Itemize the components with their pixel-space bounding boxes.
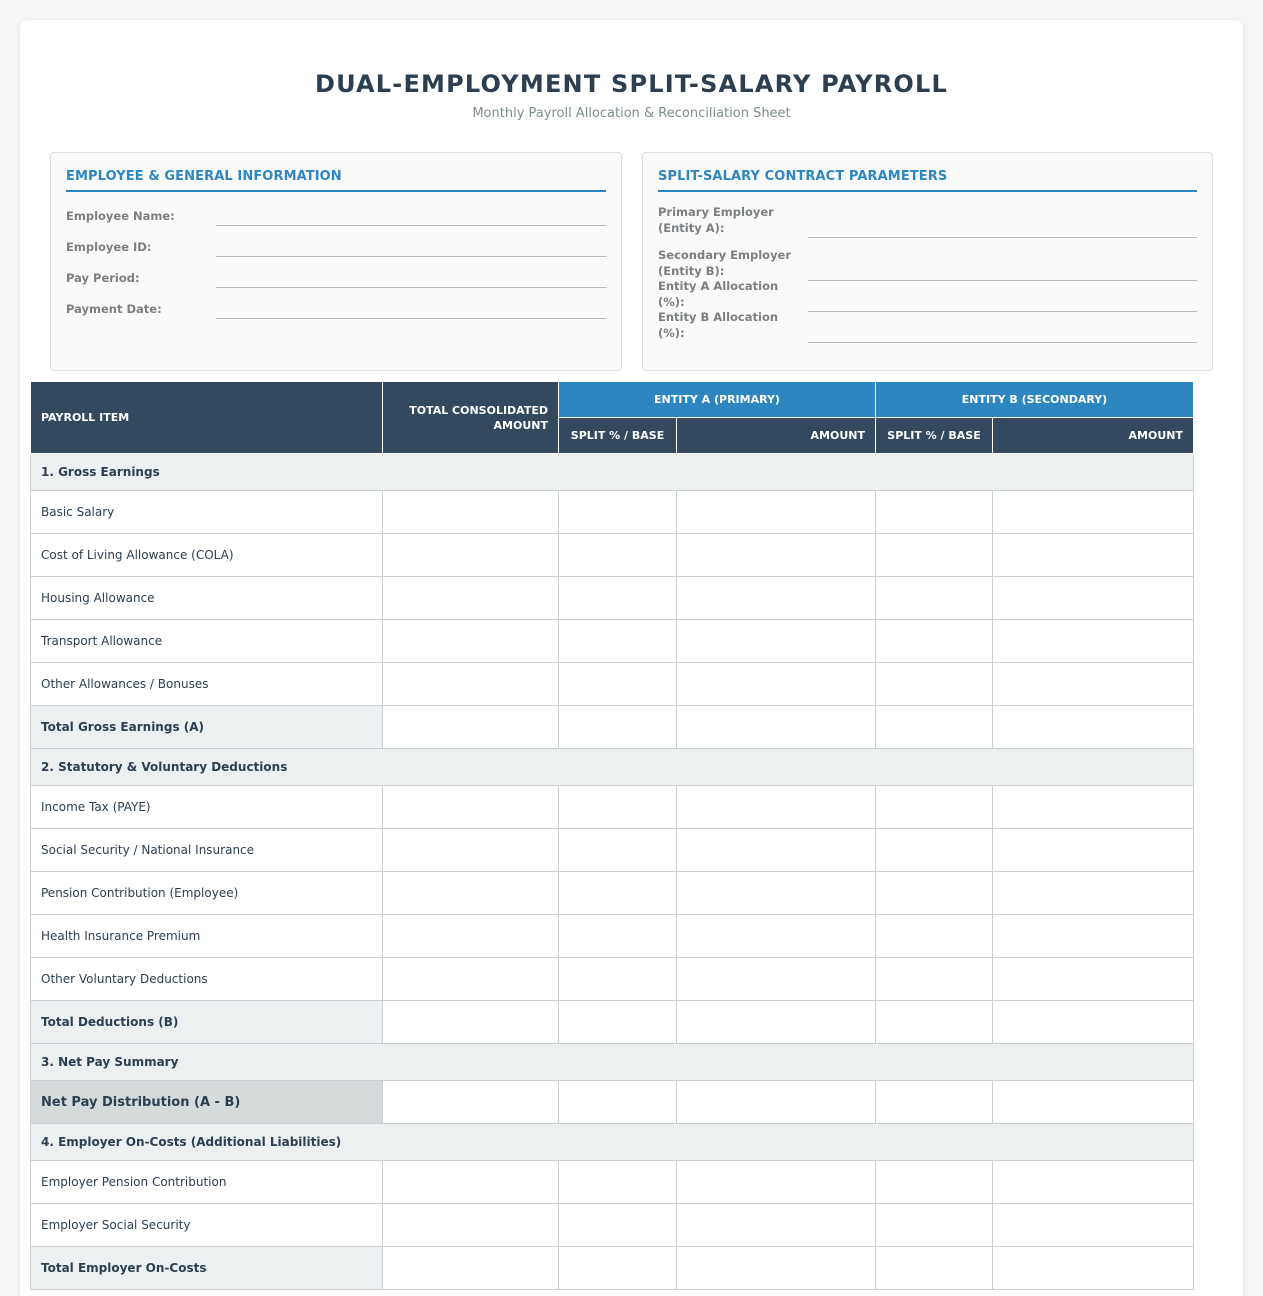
row-label: Employer Social Security: [31, 1204, 383, 1247]
header-entity-a-split: SPLIT % / BASE: [559, 418, 677, 454]
entity-a-amount-cell[interactable]: [677, 577, 876, 620]
entity-a-split-cell[interactable]: [559, 620, 677, 663]
payroll-table: [30, 381, 1194, 1290]
row-label: Basic Salary: [31, 491, 383, 534]
section-title: 1. Gross Earnings: [31, 454, 1194, 491]
employee-id-label: Employee ID:: [66, 240, 152, 254]
entity-b-split-cell[interactable]: [876, 534, 993, 577]
table-row: [31, 1204, 1194, 1247]
entity-b-amount-cell[interactable]: [993, 1081, 1194, 1124]
employee-panel-title: EMPLOYEE & GENERAL INFORMATION: [66, 169, 606, 192]
header-entity-a-amount: AMOUNT: [677, 418, 876, 454]
entity-a-amount-cell[interactable]: [677, 872, 876, 915]
employee-id-field: [66, 235, 606, 255]
entity-a-amount-cell[interactable]: [677, 1081, 876, 1124]
net-pay-label: Net Pay Distribution (A - B): [31, 1081, 383, 1124]
table-row: [31, 915, 1194, 958]
total-amount-cell[interactable]: [383, 872, 559, 915]
secondary-employer-input[interactable]: [808, 261, 1197, 281]
section-row: [31, 749, 1194, 786]
entity-a-split-cell[interactable]: [559, 1001, 677, 1044]
entity-a-amount-cell[interactable]: [677, 915, 876, 958]
total-amount-cell[interactable]: [383, 577, 559, 620]
entity-a-split-cell[interactable]: [559, 786, 677, 829]
entity-a-amount-cell[interactable]: [677, 1204, 876, 1247]
entity-b-amount-cell[interactable]: [993, 1247, 1194, 1290]
total-amount-cell[interactable]: [383, 958, 559, 1001]
entity-a-amount-cell[interactable]: [677, 1247, 876, 1290]
entity-b-amount-cell[interactable]: [993, 829, 1194, 872]
total-amount-cell[interactable]: [383, 534, 559, 577]
total-row: [31, 1001, 1194, 1044]
total-label: Total Employer On-Costs: [31, 1247, 383, 1290]
entity-b-amount-cell[interactable]: [993, 620, 1194, 663]
entity-b-split-cell[interactable]: [876, 491, 993, 534]
entity-b-amount-cell[interactable]: [993, 663, 1194, 706]
entity-a-split-cell[interactable]: [559, 577, 677, 620]
total-amount-cell[interactable]: [383, 491, 559, 534]
employee-name-label: Employee Name:: [66, 209, 175, 223]
entity-b-split-cell[interactable]: [876, 1247, 993, 1290]
row-label: Health Insurance Premium: [31, 915, 383, 958]
entity-b-split-cell[interactable]: [876, 663, 993, 706]
header-entity-b: ENTITY B (SECONDARY): [876, 382, 1194, 418]
table-row: [31, 1161, 1194, 1204]
table-row: [31, 958, 1194, 1001]
entity-b-split-cell[interactable]: [876, 1081, 993, 1124]
entity-b-amount-cell[interactable]: [993, 958, 1194, 1001]
table-row: [31, 620, 1194, 663]
entity-b-amount-cell[interactable]: [993, 1204, 1194, 1247]
row-label: Other Voluntary Deductions: [31, 958, 383, 1001]
contract-params-panel: [642, 152, 1213, 371]
entity-a-split-cell[interactable]: [559, 1161, 677, 1204]
payment-date-field: [66, 297, 606, 317]
employee-name-field: [66, 204, 606, 224]
table-row: [31, 663, 1194, 706]
payroll-table-body: [31, 454, 1194, 1290]
entity-b-split-cell[interactable]: [876, 1204, 993, 1247]
entity-a-amount-cell[interactable]: [677, 786, 876, 829]
page-subtitle: Monthly Payroll Allocation & Reconciliation Sheet: [472, 106, 791, 121]
entity-a-split-cell[interactable]: [559, 958, 677, 1001]
contract-panel-title: SPLIT-SALARY CONTRACT PARAMETERS: [658, 169, 1197, 192]
entity-b-amount-cell[interactable]: [993, 577, 1194, 620]
entity-a-split-cell[interactable]: [559, 1247, 677, 1290]
entity-b-split-cell[interactable]: [876, 958, 993, 1001]
total-amount-cell[interactable]: [383, 1081, 559, 1124]
section-title: 3. Net Pay Summary: [31, 1044, 1194, 1081]
header-entity-a: ENTITY A (PRIMARY): [559, 382, 876, 418]
entity-b-split-cell[interactable]: [876, 872, 993, 915]
total-row: [31, 1247, 1194, 1290]
entity-b-amount-cell[interactable]: [993, 915, 1194, 958]
header-entity-b-split: SPLIT % / BASE: [876, 418, 993, 454]
entity-a-split-cell[interactable]: [559, 663, 677, 706]
header-entity-b-amount: AMOUNT: [993, 418, 1194, 454]
entity-b-split-cell[interactable]: [876, 577, 993, 620]
total-amount-cell[interactable]: [383, 829, 559, 872]
entity-b-amount-cell[interactable]: [993, 491, 1194, 534]
entity-a-amount-cell[interactable]: [677, 1001, 876, 1044]
total-amount-cell[interactable]: [383, 663, 559, 706]
row-label: Other Allowances / Bonuses: [31, 663, 383, 706]
entity-b-amount-cell[interactable]: [993, 1161, 1194, 1204]
row-label: Employer Pension Contribution: [31, 1161, 383, 1204]
entity-a-amount-cell[interactable]: [677, 663, 876, 706]
total-label: Total Gross Earnings (A): [31, 706, 383, 749]
primary-employer-input[interactable]: [808, 218, 1197, 238]
total-amount-cell[interactable]: [383, 1204, 559, 1247]
table-row: [31, 786, 1194, 829]
employee-name-input[interactable]: [216, 206, 606, 226]
entity-b-split-cell[interactable]: [876, 620, 993, 663]
entity-a-split-cell[interactable]: [559, 1081, 677, 1124]
entity-a-amount-cell[interactable]: [677, 706, 876, 749]
pay-period-input[interactable]: [216, 268, 606, 288]
table-row: [31, 577, 1194, 620]
total-amount-cell[interactable]: [383, 786, 559, 829]
employee-info-panel: [50, 152, 622, 371]
entity-b-split-cell[interactable]: [876, 915, 993, 958]
section-row: [31, 1044, 1194, 1081]
section-title: 4. Employer On-Costs (Additional Liabilities): [31, 1124, 1194, 1161]
entity-a-amount-cell[interactable]: [677, 534, 876, 577]
header-total-consolidated: TOTAL CONSOLIDATED AMOUNT: [383, 382, 559, 454]
entity-a-amount-cell[interactable]: [677, 620, 876, 663]
total-amount-cell[interactable]: [383, 706, 559, 749]
total-label: Total Deductions (B): [31, 1001, 383, 1044]
entity-a-split-cell[interactable]: [559, 915, 677, 958]
row-label: Pension Contribution (Employee): [31, 872, 383, 915]
entity-b-amount-cell[interactable]: [993, 534, 1194, 577]
table-row: [31, 491, 1194, 534]
entity-b-allocation-field: [658, 310, 1197, 341]
secondary-employer-field: [658, 247, 1197, 279]
section-row: [31, 1124, 1194, 1161]
entity-a-split-cell[interactable]: [559, 534, 677, 577]
entity-b-split-cell[interactable]: [876, 1161, 993, 1204]
table-row: [31, 872, 1194, 915]
row-label: Transport Allowance: [31, 620, 383, 663]
section-row: [31, 454, 1194, 491]
entity-a-amount-cell[interactable]: [677, 491, 876, 534]
total-amount-cell[interactable]: [383, 620, 559, 663]
entity-a-allocation-field: [658, 279, 1197, 310]
entity-a-split-cell[interactable]: [559, 706, 677, 749]
payment-date-label: Payment Date:: [66, 302, 162, 316]
entity-b-amount-cell[interactable]: [993, 1001, 1194, 1044]
entity-a-split-cell[interactable]: [559, 872, 677, 915]
page-title: DUAL-EMPLOYMENT SPLIT-SALARY PAYROLL: [314, 70, 949, 98]
total-amount-cell[interactable]: [383, 1247, 559, 1290]
section-title: 2. Statutory & Voluntary Deductions: [31, 749, 1194, 786]
header-payroll-item: PAYROLL ITEM: [31, 382, 383, 454]
payment-date-input[interactable]: [216, 299, 606, 319]
entity-b-split-cell[interactable]: [876, 1001, 993, 1044]
secondary-employer-label: Secondary Employer (Entity B):: [658, 248, 792, 278]
employee-id-input[interactable]: [216, 237, 606, 257]
total-row: [31, 706, 1194, 749]
entity-a-split-cell[interactable]: [559, 491, 677, 534]
pay-period-field: [66, 266, 606, 286]
entity-a-allocation-label: Entity A Allocation (%):: [658, 279, 779, 309]
entity-a-amount-cell[interactable]: [677, 958, 876, 1001]
total-amount-cell[interactable]: [383, 1001, 559, 1044]
entity-b-allocation-label: Entity B Allocation (%):: [658, 310, 779, 340]
entity-a-split-cell[interactable]: [559, 829, 677, 872]
entity-b-amount-cell[interactable]: [993, 786, 1194, 829]
entity-a-amount-cell[interactable]: [677, 829, 876, 872]
entity-b-amount-cell[interactable]: [993, 706, 1194, 749]
primary-employer-field: [658, 204, 1197, 236]
entity-a-allocation-input[interactable]: [808, 292, 1197, 312]
row-label: Cost of Living Allowance (COLA): [31, 534, 383, 577]
table-row: [31, 829, 1194, 872]
entity-b-split-cell[interactable]: [876, 829, 993, 872]
entity-b-split-cell[interactable]: [876, 706, 993, 749]
row-label: Social Security / National Insurance: [31, 829, 383, 872]
total-amount-cell[interactable]: [383, 1161, 559, 1204]
table-row: [31, 534, 1194, 577]
row-label: Income Tax (PAYE): [31, 786, 383, 829]
entity-b-allocation-input[interactable]: [808, 323, 1197, 343]
entity-b-split-cell[interactable]: [876, 786, 993, 829]
entity-b-amount-cell[interactable]: [993, 872, 1194, 915]
entity-a-amount-cell[interactable]: [677, 1161, 876, 1204]
pay-period-label: Pay Period:: [66, 271, 140, 285]
primary-employer-label: Primary Employer (Entity A):: [658, 205, 774, 235]
net-pay-row: [31, 1081, 1194, 1124]
total-amount-cell[interactable]: [383, 915, 559, 958]
entity-a-split-cell[interactable]: [559, 1204, 677, 1247]
row-label: Housing Allowance: [31, 577, 383, 620]
